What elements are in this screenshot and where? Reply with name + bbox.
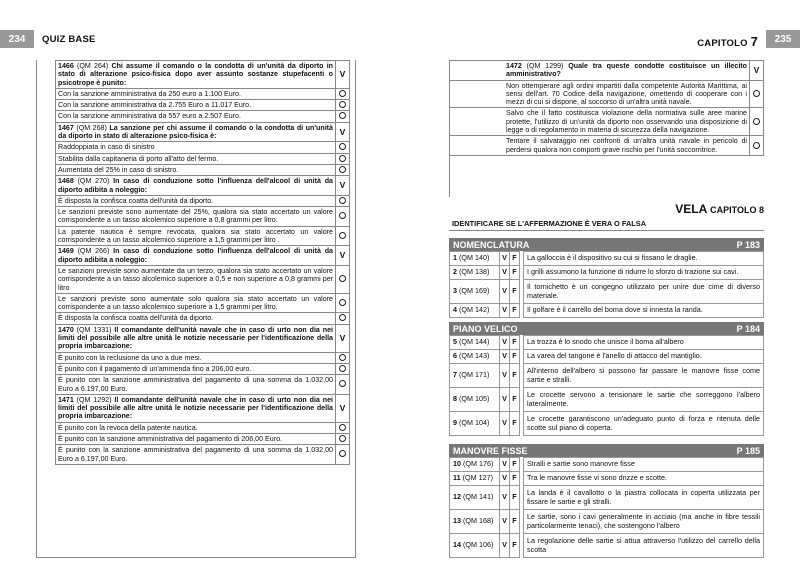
- statement-number: [450, 534, 500, 558]
- chapter-label: CAPITOLO 8: [710, 205, 764, 215]
- answer-circle-icon[interactable]: [339, 101, 346, 108]
- section-header: [449, 444, 764, 457]
- question-number: 1467: [58, 123, 77, 132]
- answer-row: [56, 195, 350, 206]
- answer-text: È disposta la confisca coatta dell'unità da diporto.: [56, 313, 336, 324]
- answer-text: Aumentata del 25% in caso di sinistro.: [56, 164, 336, 175]
- answer-circle-icon[interactable]: [339, 166, 346, 173]
- section-title: MANOVRE FISSE: [453, 445, 528, 456]
- correct-mark: V: [750, 61, 764, 81]
- question-text: [56, 394, 336, 422]
- statement-text: Stralli e sartie sono manovre fisse: [524, 458, 764, 472]
- left-running-head: QUIZ BASE: [42, 34, 96, 45]
- answer-cell: [336, 153, 350, 164]
- statement-index: 1: [453, 253, 459, 263]
- answer-circle-icon[interactable]: [753, 142, 760, 149]
- false-option[interactable]: F: [510, 458, 520, 472]
- statement-text: Le sartie, sono i cavi generalmente in acciaio (ma anche in fibre tessili particolarmente tenaci), che sostengono l'albero: [524, 510, 764, 534]
- answer-text: È disposta la confisca coatta dell'unità da diporto.: [56, 195, 336, 206]
- answer-circle-icon[interactable]: [339, 197, 346, 204]
- question-qm-code: (QM 1299): [526, 62, 569, 70]
- answer-text: Le sanzioni previste sono aumentate solo qualora sia stato accertato un valore corrispondente a un tasso alcolemico superiore a 1,5 grammi per litro.: [56, 293, 336, 313]
- correct-mark: V: [336, 61, 350, 89]
- answer-text: La patente nautica è sempre revocata, qualora sia stato accertato un valore corrispondente a un tasso alcolemico superiore a 1,5 grammi per litro .: [56, 226, 336, 246]
- statement-qm-code: (QM 142): [459, 305, 490, 315]
- statement-qm-code: (QM 169): [459, 286, 490, 296]
- false-option[interactable]: F: [510, 412, 520, 436]
- answer-cell: [336, 142, 350, 153]
- statement-qm-code: (QM 104): [459, 418, 490, 428]
- statement-number: [450, 266, 500, 280]
- right-running-head: [697, 34, 758, 49]
- statement-number: [450, 472, 500, 486]
- answer-cell: [336, 293, 350, 313]
- answer-circle-icon[interactable]: [339, 299, 346, 306]
- statement-row: [450, 534, 764, 558]
- statement-index: 2: [453, 267, 459, 277]
- question-row: [56, 122, 350, 142]
- statement-number: [450, 412, 500, 436]
- answer-row: [56, 88, 350, 99]
- question-body: La sanzione per chi assume il comando o la condotta di un'unità da diporto in stato di alterazione psico-fisica è:: [58, 123, 333, 141]
- question-row: [56, 176, 350, 196]
- statement-qm-code: (QM 141): [463, 492, 494, 502]
- answer-circle-icon[interactable]: [339, 212, 346, 219]
- answer-row: [56, 265, 350, 293]
- answer-row: [56, 363, 350, 374]
- statement-qm-code: (QM 168): [463, 516, 494, 526]
- question-text: [56, 176, 336, 196]
- statement-row: [450, 266, 764, 280]
- answer-cell: [336, 433, 350, 444]
- answer-cell: [336, 195, 350, 206]
- question-qm-code: (QM 266): [77, 247, 114, 256]
- statement-qm-code: (QM 106): [463, 540, 494, 550]
- answer-cell: [336, 265, 350, 293]
- answer-circle-icon[interactable]: [339, 90, 346, 97]
- answer-row: [56, 207, 350, 227]
- section-title: NOMENCLATURA: [453, 239, 530, 250]
- statement-row: [450, 458, 764, 472]
- statement-index: 11: [453, 473, 463, 483]
- answer-text: Con la sanzione amministrativa da 250 euro a 1.100 Euro.: [56, 88, 336, 99]
- chapter-word: CAPITOLO: [697, 38, 748, 49]
- question-body: Quale tra queste condotte costituisce un illecito amministrativo?: [506, 62, 747, 79]
- true-option[interactable]: V: [500, 252, 510, 266]
- false-option[interactable]: F: [510, 534, 520, 558]
- answer-text: È punito con la sanzione amministrativa del pagamento di 206,00 Euro.: [56, 433, 336, 444]
- statement-index: 6: [453, 351, 459, 361]
- answer-cell: [336, 100, 350, 111]
- answer-row: [56, 352, 350, 363]
- question-text: [56, 122, 336, 142]
- statement-index: 5: [453, 337, 459, 347]
- answer-text: Le sanzioni previste sono aumentate da un terzo, qualora sia stato accertato un valore corrispondente a un tasso alcolemico superiore a 0,5 e non superiore a 0,8 grammi per litro: [56, 265, 336, 293]
- question-number: 1469: [58, 247, 78, 256]
- true-option[interactable]: V: [500, 412, 510, 436]
- question-body: Il comandante dell'unità navale che in caso di urto non dia nei limiti del possibile alle altre unità le notizie necessarie per l'identificazione della propria imbarcazione:: [58, 395, 333, 421]
- false-option[interactable]: F: [510, 510, 520, 534]
- question-body: Chi assume il comando o la condotta di un'unità da diporto in stato di alterazione psico-fisica dopo aver assunto sostanze stupefacenti o psicotrope è punito:: [58, 62, 333, 87]
- answer-circle-icon[interactable]: [339, 112, 346, 119]
- question-number: 1471: [58, 395, 77, 404]
- statement-index: 4: [453, 305, 459, 315]
- correct-mark: V: [336, 246, 350, 266]
- false-option[interactable]: F: [510, 280, 520, 304]
- answer-cell: [750, 80, 764, 108]
- statement-qm-code: (QM 176): [463, 459, 494, 469]
- statement-text: All'interno dell'albero si possono far passare le manovre fisse come sartie e stralli.: [524, 364, 764, 388]
- answer-cell: [336, 445, 350, 465]
- statement-text: I grilli assumono la funzione di ridurre lo sforzo di trazione sui cavi.: [524, 266, 764, 280]
- true-option[interactable]: V: [500, 336, 510, 350]
- question-text: [56, 324, 336, 352]
- answer-text: Stabilita dalla capitaneria di porto all'atto del fermo.: [56, 153, 336, 164]
- statement-text: Il tornichetto è un congegno utilizzato per unire due cime di diverso materiale.: [524, 280, 764, 304]
- answer-circle-icon[interactable]: [753, 118, 760, 125]
- question-qm-code: (QM 264): [77, 62, 112, 70]
- statement-index: 14: [453, 540, 463, 550]
- left-page-number: 234: [0, 30, 34, 48]
- statement-row: [450, 510, 764, 534]
- question-number: 1468: [58, 177, 78, 186]
- false-option[interactable]: F: [510, 350, 520, 364]
- statement-number: [450, 458, 500, 472]
- answer-cell: [336, 111, 350, 122]
- false-option[interactable]: F: [510, 364, 520, 388]
- correct-mark: V: [336, 324, 350, 352]
- false-option[interactable]: F: [510, 266, 520, 280]
- answer-row: [56, 445, 350, 465]
- statement-text: Le crocette servono a tensionare le sartie che sorreggono l'albero lateralmente.: [524, 388, 764, 412]
- statement-qm-code: (QM 105): [459, 394, 490, 404]
- question-body: In caso di conduzione sotto l'influenza dell'alcool di unità da diporto adibita a noleggio:: [58, 177, 333, 194]
- statement-qm-code: (QM 171): [459, 370, 490, 380]
- answer-row: [56, 164, 350, 175]
- true-option[interactable]: V: [500, 304, 510, 318]
- true-option[interactable]: V: [500, 510, 510, 534]
- statement-number: [450, 350, 500, 364]
- answer-cell: [336, 422, 350, 433]
- statement-qm-code: (QM 144): [459, 337, 490, 347]
- answer-text: Non ottemperare agli ordini impartiti dalla competente Autorità Marittima, ai sensi dell'art. 70 Codice della navigazione, omettendo di cooperare con i mezzi di cui si dispone, al soccorso di un'altra unità navale.: [450, 80, 750, 108]
- question-qm-code: (QM 1292): [76, 395, 115, 404]
- answer-text: È punito con la sanzione amministrativa del pagamento di una somma da 1.032,00 Euro a 6.197,00 Euro.: [56, 445, 336, 465]
- statement-row: [450, 280, 764, 304]
- answer-row: [56, 313, 350, 324]
- answer-row: [450, 108, 764, 136]
- statement-row: [450, 486, 764, 510]
- false-option[interactable]: F: [510, 472, 520, 486]
- statement-row: [450, 304, 764, 318]
- false-option[interactable]: F: [510, 486, 520, 510]
- statement-row: [450, 388, 764, 412]
- answer-text: È punito con il pagamento di un'ammenda fino a 206,00 euro.: [56, 363, 336, 374]
- statement-text: Tra le manovre fisse vi sono drizze e scotte.: [524, 472, 764, 486]
- answer-row: [56, 433, 350, 444]
- answer-row: [56, 375, 350, 395]
- section-page: P 184: [736, 323, 760, 334]
- answer-text: Salvo che il fatto costituisca violazione della normativa sulle aree marine protette, l'utilizzo di un'unità da diporto non osservando una disposizione di legge o di regolamento in materia di sicurezza della navigazione.: [450, 108, 750, 136]
- answer-row: [56, 100, 350, 111]
- statement-number: [450, 336, 500, 350]
- statement-index: 12: [453, 492, 463, 502]
- chapter-heading: [449, 202, 764, 216]
- answer-cell: [336, 164, 350, 175]
- true-option[interactable]: V: [500, 458, 510, 472]
- true-option[interactable]: V: [500, 472, 510, 486]
- statement-row: [450, 336, 764, 350]
- statement-index: 3: [453, 286, 459, 296]
- statement-qm-code: (QM 138): [459, 267, 490, 277]
- answer-row: [56, 142, 350, 153]
- question-qm-code: (QM 270): [77, 177, 114, 186]
- statement-text: La trozza è lo snodo che unisce il boma all'albero: [524, 336, 764, 350]
- section-header: [449, 238, 764, 251]
- chapter-title: VELA: [675, 202, 707, 216]
- true-option[interactable]: V: [500, 486, 510, 510]
- correct-mark: V: [336, 122, 350, 142]
- answer-circle-icon[interactable]: [753, 90, 760, 97]
- statement-text: La landa è il cavallotto o la piastra collocata in coperta utilizzata per fissare le sartie e gli stralli.: [524, 486, 764, 510]
- answer-row: [56, 293, 350, 313]
- question-row: [56, 246, 350, 266]
- correct-mark: V: [336, 176, 350, 196]
- statement-index: 13: [453, 516, 463, 526]
- statement-index: 9: [453, 418, 459, 428]
- answer-cell: [336, 352, 350, 363]
- answer-cell: [336, 207, 350, 227]
- answer-circle-icon[interactable]: [339, 275, 346, 282]
- statement-row: [450, 412, 764, 436]
- answer-text: È punito con la sanzione amministrativa del pagamento di una somma da 1.032,00 Euro a 6.197,00 Euro.: [56, 375, 336, 395]
- true-option[interactable]: V: [500, 534, 510, 558]
- statement-number: [450, 304, 500, 318]
- question-number: 1466: [58, 62, 78, 70]
- answer-row: [56, 226, 350, 246]
- answer-circle-icon[interactable]: [339, 450, 346, 457]
- statement-text: Le crocette garantiscono un'adeguato punto di forza e ritenuta delle scotte sul piano di coperta.: [524, 412, 764, 436]
- answer-cell: [336, 363, 350, 374]
- section-title: PIANO VELICO: [453, 323, 518, 334]
- answer-circle-icon[interactable]: [339, 314, 346, 321]
- answer-circle-icon[interactable]: [339, 435, 346, 442]
- answer-row: [56, 422, 350, 433]
- statement-text: La galloccia è il dispositivo su cui si fissano le draglie.: [524, 252, 764, 266]
- statement-number: [450, 510, 500, 534]
- question-body: Il comandante dell'unità navale che in caso di urto non dia nei limiti del possibile alle altre unità le notizie necessarie per l'identificazione della propria imbarcazione:: [58, 325, 333, 351]
- question-text: [56, 246, 336, 266]
- answer-text: Le sanzioni previste sono aumentate del 25%, qualora sia stato accertato un valore corrispondente a un tasso alcolemico superiore a 0,8 grammi per litro.: [56, 207, 336, 227]
- answer-circle-icon[interactable]: [339, 143, 346, 150]
- section-table: [449, 251, 764, 318]
- answer-circle-icon[interactable]: [339, 424, 346, 431]
- question-number: 1472: [506, 62, 527, 70]
- answer-cell: [750, 108, 764, 136]
- true-option[interactable]: V: [500, 388, 510, 412]
- statement-text: La varea del tangone è l'anello di attacco del mantiglio.: [524, 350, 764, 364]
- right-quiz-table: [449, 60, 764, 156]
- answer-circle-icon[interactable]: [339, 365, 346, 372]
- question-number: 1470: [58, 325, 77, 334]
- answer-circle-icon[interactable]: [339, 232, 346, 239]
- answer-cell: [336, 313, 350, 324]
- statement-number: [450, 252, 500, 266]
- question-row: [450, 61, 764, 81]
- section-table: [449, 457, 764, 558]
- statement-index: 7: [453, 370, 459, 380]
- answer-text: Con la sanzione amministrativa da 2.755 Euro a 11.017 Euro.: [56, 100, 336, 111]
- statement-row: [450, 252, 764, 266]
- answer-cell: [336, 226, 350, 246]
- true-option[interactable]: V: [500, 280, 510, 304]
- false-option[interactable]: F: [510, 304, 520, 318]
- question-body: In caso di conduzione sotto l'influenza dell'alcool di unità da diporto adibita a noleggio:: [58, 247, 333, 264]
- answer-circle-icon[interactable]: [339, 155, 346, 162]
- answer-circle-icon[interactable]: [339, 380, 346, 387]
- answer-row: [56, 111, 350, 122]
- answer-cell: [336, 88, 350, 99]
- true-option[interactable]: V: [500, 266, 510, 280]
- section-header: [449, 322, 764, 335]
- section-table: [449, 335, 764, 436]
- section-page: P 183: [736, 239, 760, 250]
- statement-number: [450, 280, 500, 304]
- statement-text: Il golfare è il carrello del boma dove si innesta la randa.: [524, 304, 764, 318]
- statement-index: 8: [453, 394, 459, 404]
- answer-row: [450, 136, 764, 156]
- false-option[interactable]: F: [510, 252, 520, 266]
- statement-text: La regolazione delle sartie si attua attraverso l'utilizzo del carrello della scotta: [524, 534, 764, 558]
- answer-text: Con la sanzione amministrativa da 557 euro a 2.507 Euro.: [56, 111, 336, 122]
- answer-row: [450, 80, 764, 108]
- statement-number: [450, 364, 500, 388]
- statement-qm-code: (QM 127): [462, 473, 493, 483]
- statement-row: [450, 350, 764, 364]
- statement-qm-code: (QM 143): [459, 351, 490, 361]
- answer-circle-icon[interactable]: [339, 354, 346, 361]
- answer-row: [56, 153, 350, 164]
- question-row: [56, 324, 350, 352]
- statement-number: [450, 388, 500, 412]
- chapter-number: 7: [750, 34, 758, 49]
- answer-text: Raddoppiata in caso di sinistro: [56, 142, 336, 153]
- false-option[interactable]: F: [510, 388, 520, 412]
- question-text: [450, 61, 750, 81]
- answer-text: Tentare il salvataggio nei confronti di un'altra unità navale in pericolo di perdersi qualora non comporti grave rischio per l'unità soccorritrice.: [450, 136, 750, 156]
- answer-cell: [336, 375, 350, 395]
- answer-cell: [750, 136, 764, 156]
- statement-row: [450, 364, 764, 388]
- instruction-text: IDENTIFICARE SE L'AFFERMAZIONE È VERA O FALSA: [449, 217, 764, 231]
- question-qm-code: (QM 1331): [76, 325, 115, 334]
- false-option[interactable]: F: [510, 336, 520, 350]
- statement-index: 10: [453, 459, 463, 469]
- correct-mark: V: [336, 394, 350, 422]
- left-quiz-table: [55, 60, 350, 465]
- question-row: [56, 394, 350, 422]
- true-option[interactable]: V: [500, 364, 510, 388]
- question-qm-code: (QM 268): [76, 123, 110, 132]
- statement-qm-code: (QM 140): [459, 253, 490, 263]
- answer-text: È punito con la reclusione da uno a due mesi.: [56, 352, 336, 363]
- true-option[interactable]: V: [500, 350, 510, 364]
- answer-text: È punito con la revoca della patente nautica.: [56, 422, 336, 433]
- question-text: [56, 61, 336, 89]
- section-page: P 185: [736, 445, 760, 456]
- question-row: [56, 61, 350, 89]
- right-page-number: 235: [766, 30, 800, 48]
- statement-row: [450, 472, 764, 486]
- statement-number: [450, 486, 500, 510]
